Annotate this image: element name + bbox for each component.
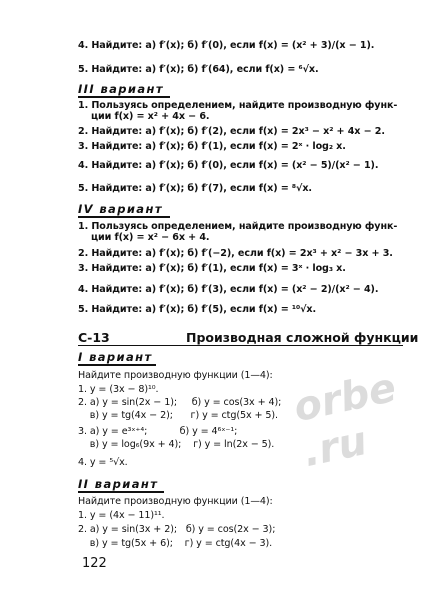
v4-task-4: 4. Найдите: а) f′(x); б) f′(3), если f(x) = (x² − 2)/(x² − 4). [78, 284, 379, 295]
v3-task-3: 3. Найдите: а) f′(x); б) f′(1), если f(x) = 2ˣ · log₂ x. [78, 141, 346, 152]
variant-4-underline [78, 216, 170, 218]
page-number: 122 [82, 556, 107, 571]
variant-4-heading: IV вариант [78, 202, 163, 216]
v3-task-2: 2. Найдите: а) f′(x); б) f′(2), если f(x) = 2x³ − x² + 4x − 2. [78, 126, 385, 137]
v4-task-1b: ции f(x) = x² − 6x + 4. [91, 232, 210, 243]
v2-item-2a: 2. а) y = sin(3x + 2); б) y = cos(2x − 3); [78, 524, 276, 535]
v1-item-3b: в) y = log₆(9x + 4); г) y = ln(2x − 5). [78, 439, 275, 450]
v4-task-3: 3. Найдите: а) f′(x); б) f′(1), если f(x) = 3ˣ · log₃ x. [78, 263, 346, 274]
section-number: С-13 [78, 330, 110, 345]
variant-1-underline [78, 364, 156, 366]
v1-item-3a: 3. а) y = e³ˣ⁺⁴; б) y = 4⁶ˣ⁻¹; [78, 426, 238, 437]
v2-item-1: 1. y = (4x − 11)¹¹. [78, 510, 165, 521]
v1-item-2b: в) y = tg(4x − 2); г) y = ctg(5x + 5). [78, 410, 278, 421]
section-title: Производная сложной функции [186, 330, 419, 345]
task-5-top: 5. Найдите: а) f′(x); б) f′(64), если f(x) = ⁶√x. [78, 64, 319, 75]
v2-item-2b: в) y = tg(5x + 6); г) y = ctg(4x − 3). [78, 538, 273, 549]
v3-task-5: 5. Найдите: а) f′(x); б) f′(7), если f(x) = ⁸√x. [78, 183, 312, 194]
v1-instruction: Найдите производную функции (1—4): [78, 370, 273, 381]
watermark: orbe .ru [289, 364, 401, 477]
task-4-top: 4. Найдите: а) f′(x); б) f′(0), если f(x) = (x² + 3)/(x − 1). [78, 40, 375, 51]
variant-3-underline [78, 96, 170, 98]
variant-3-heading: III вариант [78, 82, 164, 96]
v1-item-4: 4. y = ⁵√x. [78, 457, 128, 468]
section-rule [78, 345, 403, 346]
v4-task-2: 2. Найдите: а) f′(x); б) f′(−2), если f(x) = 2x³ + x² − 3x + 3. [78, 248, 393, 259]
v3-task-4: 4. Найдите: а) f′(x); б) f′(0), если f(x) = (x² − 5)/(x² − 1). [78, 160, 379, 171]
variant-2-heading: II вариант [78, 477, 159, 491]
v4-task-5: 5. Найдите: а) f′(x); б) f′(5), если f(x) = ¹⁰√x. [78, 304, 317, 315]
variant-1-heading: I вариант [78, 350, 153, 364]
variant-2-underline [78, 491, 164, 493]
v2-instruction: Найдите производную функции (1—4): [78, 496, 273, 507]
v3-task-1b: ции f(x) = x² + 4x − 6. [91, 111, 210, 122]
v4-task-1a: 1. Пользуясь определением, найдите производную функ- [78, 221, 398, 232]
v1-item-2a: 2. а) y = sin(2x − 1); б) y = cos(3x + 4); [78, 397, 282, 408]
v1-item-1: 1. y = (3x − 8)¹⁰. [78, 384, 159, 395]
v3-task-1a: 1. Пользуясь определением, найдите производную функ- [78, 100, 398, 111]
